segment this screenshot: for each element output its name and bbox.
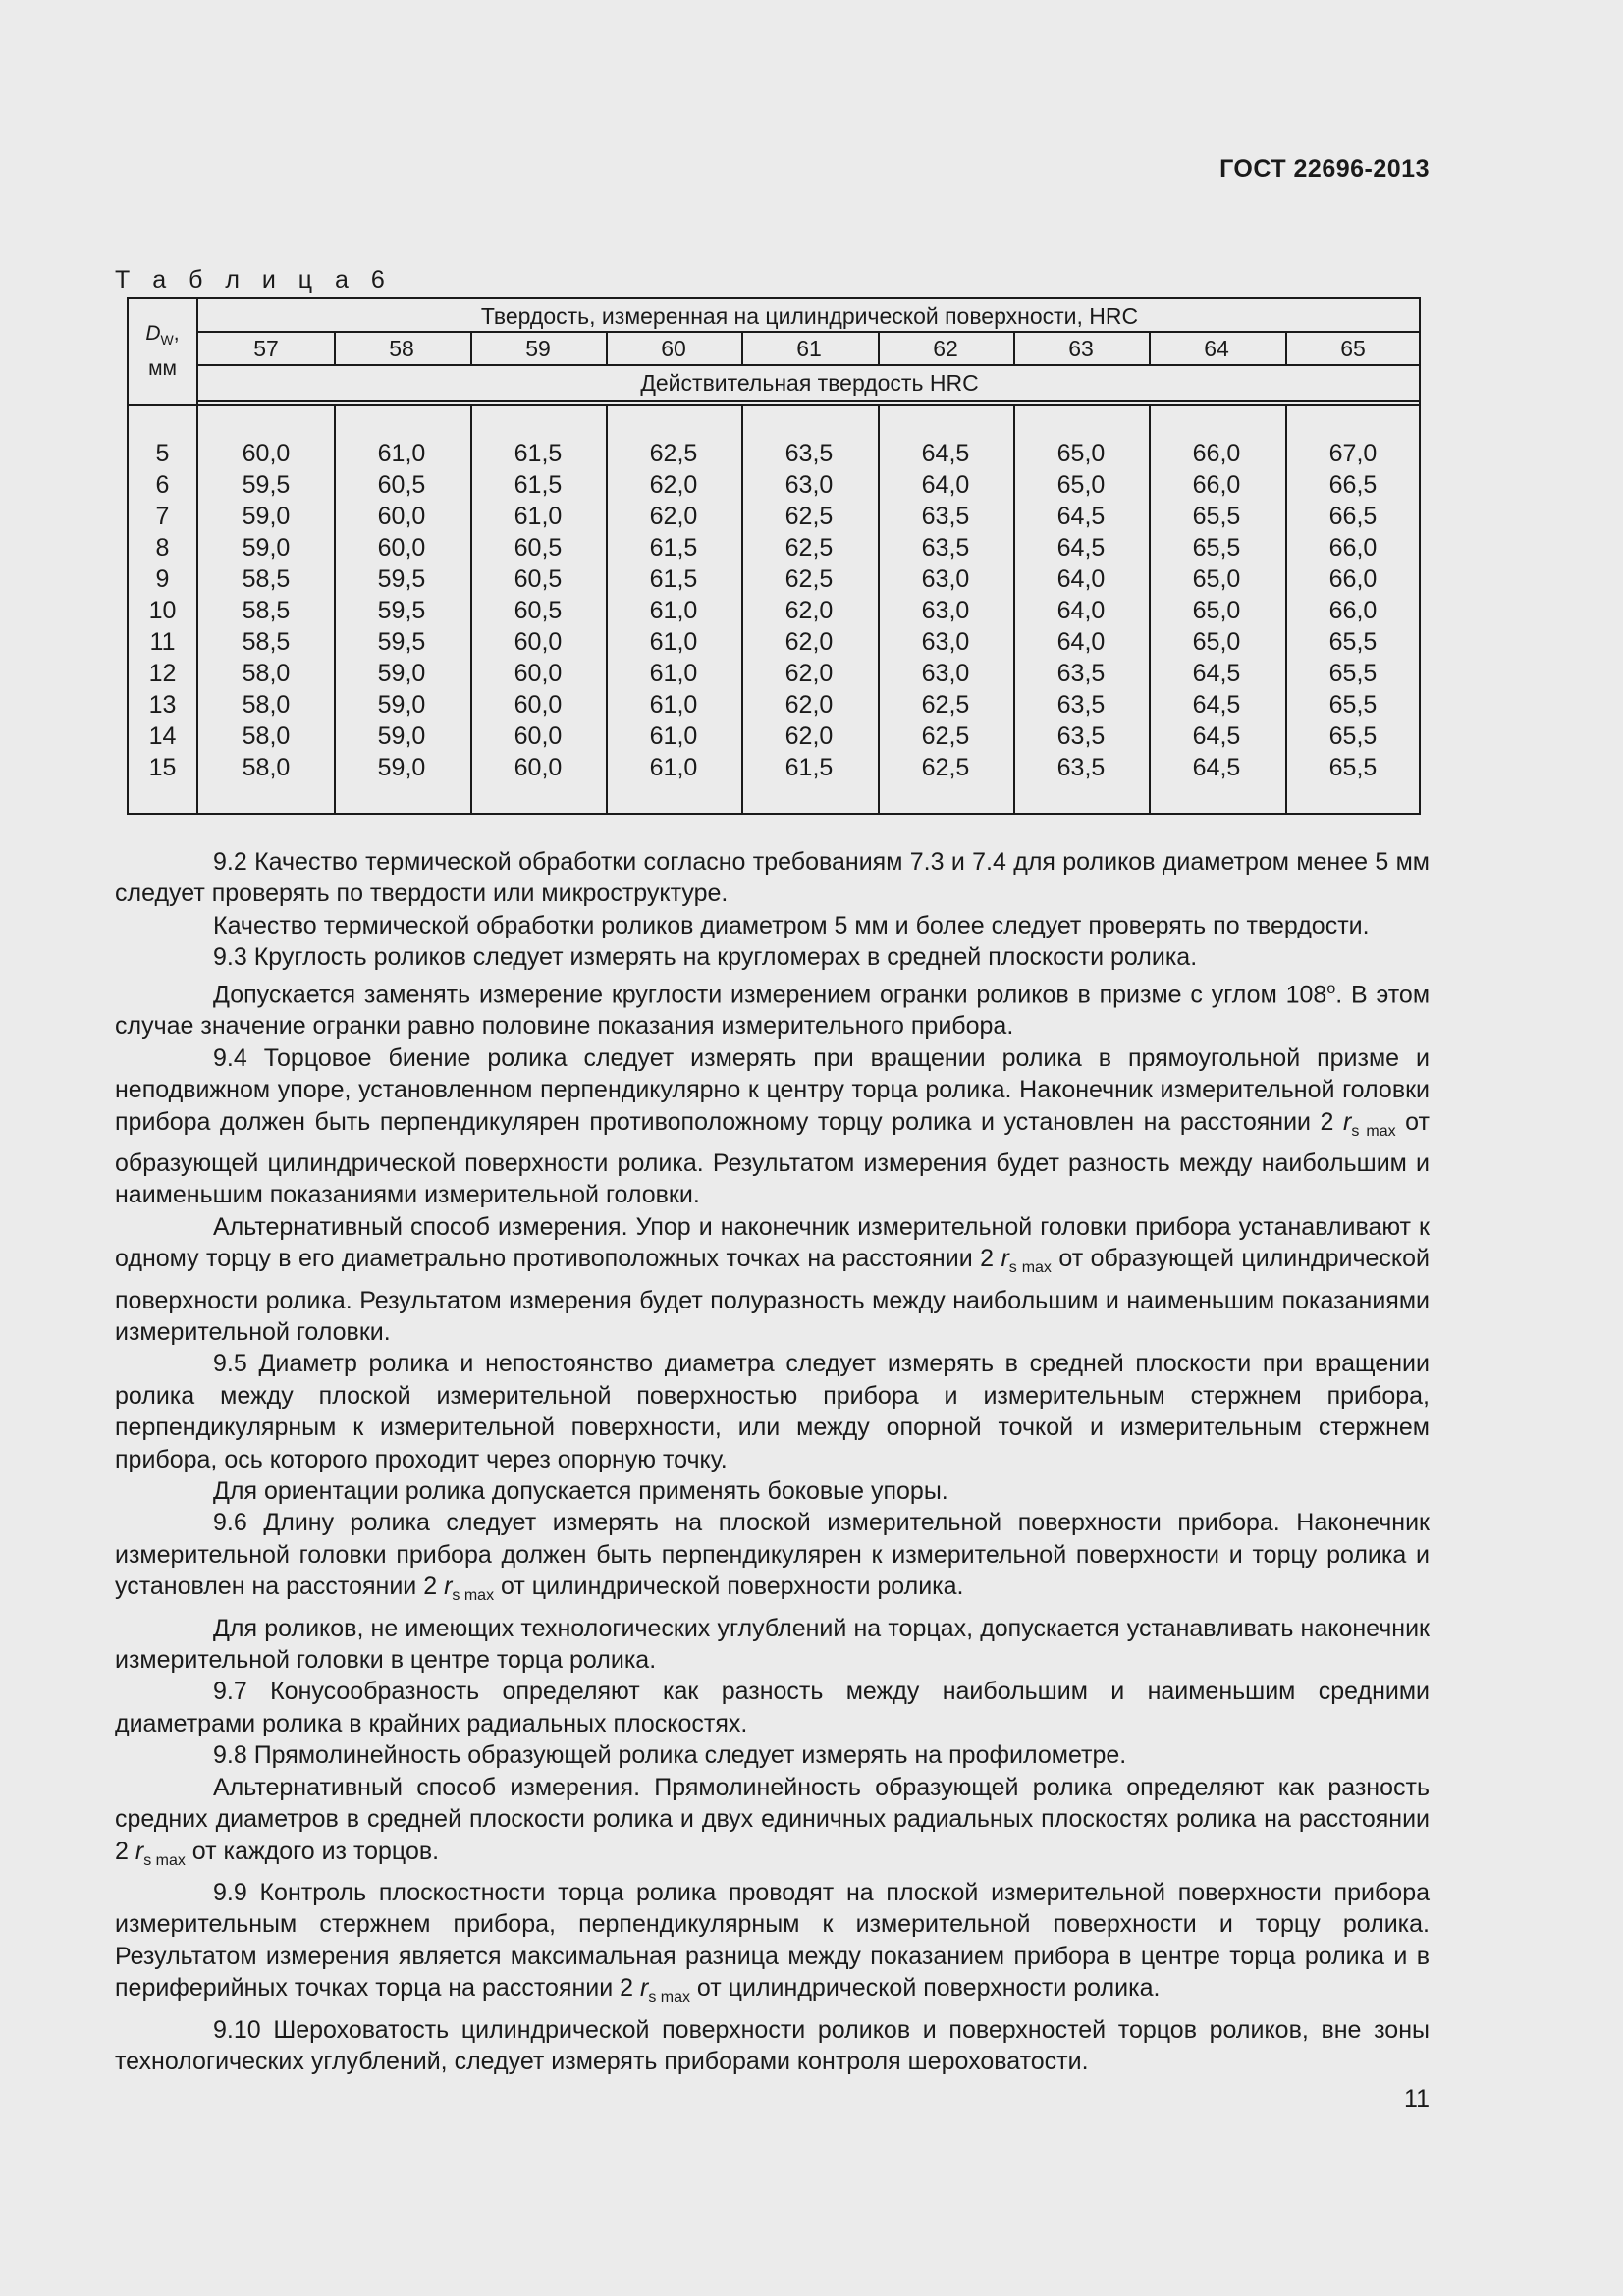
table-cell: 59,0	[242, 534, 291, 561]
row-label: 5	[155, 440, 170, 467]
text-run: от каждого из торцов.	[185, 1837, 440, 1865]
row-label: 8	[155, 534, 170, 561]
text-run: Допускается заменять измерение круглости измерением огранки роликов в призме с углом 108	[213, 980, 1327, 1008]
table-cell: 62,5	[784, 503, 834, 530]
table-cell: 62,5	[921, 754, 970, 781]
text-run: от образующей цилиндрической поверхности ролика. Результатом измерения будет разность между наибольшим и наименьшим показаниями измерительной головки.	[115, 1107, 1430, 1209]
row-header-unit: , мм	[148, 322, 180, 381]
degree-mark: o	[1326, 980, 1336, 997]
hardness-table	[127, 297, 1421, 815]
table-cell: 61,5	[649, 565, 698, 593]
table-cell: 66,5	[1328, 471, 1378, 499]
table-cell: 62,0	[784, 660, 834, 687]
table-cell: 63,5	[1056, 660, 1106, 687]
table-cell: 62,0	[784, 722, 834, 750]
table-cell: 64,5	[1192, 691, 1241, 719]
table-cell: 59,0	[377, 691, 426, 719]
value-column	[741, 438, 877, 783]
table-cell: 63,5	[921, 534, 970, 561]
table-cell: 61,0	[649, 722, 698, 750]
value-column	[334, 438, 469, 783]
table-cell: 65,5	[1328, 691, 1378, 719]
table-cell: 58,5	[242, 565, 291, 593]
table-cell: 62,5	[921, 722, 970, 750]
row-label: 10	[148, 597, 177, 624]
table-cell: 65,5	[1328, 628, 1378, 656]
table-cell: 64,5	[921, 440, 970, 467]
table-cell: 65,0	[1192, 597, 1241, 624]
table-cell: 64,0	[1056, 628, 1106, 656]
table-cell: 65,0	[1056, 440, 1106, 467]
table-cell: 67,0	[1328, 440, 1378, 467]
table-cell: 61,0	[514, 503, 563, 530]
text-run: от образующей цилиндрической поверхности ролика. Результатом измерения будет полуразность между наибольшим и наименьшим показаниями измерительной головки.	[115, 1245, 1431, 1347]
measured-hardness-header: Твердость, измеренная на цилиндрической поверхности, HRC	[480, 303, 1139, 329]
table-cell: 64,5	[1192, 754, 1241, 781]
table-cell: 60,0	[377, 503, 426, 530]
table-cell: 64,5	[1056, 534, 1106, 561]
table-cell: 59,0	[377, 660, 426, 687]
table-cell: 60,0	[514, 628, 563, 656]
radius-symbol: r	[135, 1837, 144, 1865]
radius-symbol: r	[1001, 1245, 1009, 1273]
radius-symbol: r	[444, 1573, 453, 1601]
radius-symbol: r	[639, 1974, 649, 2002]
actual-hardness-header: Действительная твердость HRC	[640, 370, 979, 396]
table-cell: 60,0	[377, 534, 426, 561]
table-cell: 63,5	[784, 440, 834, 467]
paragraph: Для ориентации ролика допускается применять боковые упоры.	[213, 1477, 948, 1506]
column-header: 61	[796, 336, 822, 361]
row-label: 9	[155, 565, 170, 593]
table-cell: 64,0	[1056, 597, 1106, 624]
text-run: Альтернативный способ измерения. Упор и наконечник измерительной головки прибора устанавливают к одному торцу в его диаметрально противоположных точках на расстоянии 2	[115, 1212, 1430, 1273]
value-column	[1013, 438, 1149, 783]
radius-subscript: s max	[452, 1587, 495, 1605]
table-cell: 60,5	[377, 471, 426, 499]
value-column	[470, 438, 606, 783]
table-cell: 63,0	[921, 597, 970, 624]
row-header-sub: W	[160, 332, 174, 348]
table-cell: 60,0	[514, 754, 563, 781]
table-cell: 61,0	[649, 597, 698, 624]
table-cell: 65,0	[1192, 565, 1241, 593]
table-cell: 61,5	[784, 754, 834, 781]
table-cell: 58,0	[242, 691, 291, 719]
table-cell: 59,5	[242, 471, 291, 499]
paragraph: Для роликов, не имеющих технологических углублений на торцах, допускается устанавливать наконечник измерительной головки в центре торца ролика.	[115, 1614, 1430, 1675]
table-cell: 62,0	[784, 628, 834, 656]
table-cell: 62,5	[784, 534, 834, 561]
table-cell: 58,0	[242, 754, 291, 781]
table-cell: 66,0	[1192, 471, 1241, 499]
table-cell: 60,5	[514, 534, 563, 561]
table-cell: 62,5	[649, 440, 698, 467]
standard-code: ГОСТ 22696-2013	[1219, 155, 1430, 183]
table-cell: 63,5	[1056, 722, 1106, 750]
table-cell: 65,5	[1328, 660, 1378, 687]
body-text	[115, 846, 1430, 2077]
table-cell: 59,5	[377, 565, 426, 593]
table-cell: 58,5	[242, 628, 291, 656]
column-header: 62	[933, 336, 958, 361]
table-cell: 64,5	[1192, 660, 1241, 687]
table-cell: 61,5	[514, 440, 563, 467]
row-label: 6	[155, 471, 170, 499]
table-cell: 65,5	[1328, 722, 1378, 750]
row-label: 11	[149, 628, 176, 656]
row-header	[129, 319, 196, 384]
table-cell: 66,0	[1328, 597, 1378, 624]
text-run: . В этом случае значение огранки равно половине показания измерительного прибора.	[115, 980, 1431, 1041]
row-label: 12	[148, 660, 177, 687]
table-cell: 63,5	[1056, 691, 1106, 719]
table-cell: 59,5	[377, 628, 426, 656]
table-caption: Т а б л и ц а 6	[115, 266, 393, 294]
paragraph: 9.7 Конусообразность определяют как разность между наибольшим и наименьшим средними диаметрами ролика в крайних радиальных плоскостях.	[115, 1678, 1430, 1737]
value-column	[606, 438, 741, 783]
table-cell: 60,5	[514, 597, 563, 624]
table-cell: 65,0	[1056, 471, 1106, 499]
table-cell: 61,0	[377, 440, 426, 467]
text-run: 9.4 Торцовое биение ролика следует измерять при вращении ролика в прямоугольной призме и неподвижном упоре, установленном перпендикулярно к центру торца ролика. Наконечник измерительной головки прибора должен быть перпендикулярен противоположному торцу ролика и установлен на расстоянии 2	[115, 1043, 1430, 1136]
table-cell: 66,0	[1192, 440, 1241, 467]
value-column	[878, 438, 1013, 783]
row-label: 7	[155, 503, 170, 530]
paragraph: 9.8 Прямолинейность образующей ролика следует измерять на профилометре.	[213, 1741, 1127, 1770]
table-cell: 63,5	[1056, 754, 1106, 781]
table-cell: 58,0	[242, 660, 291, 687]
column-header: 58	[389, 336, 414, 361]
table-cell: 60,0	[242, 440, 291, 467]
paragraph	[115, 1042, 1430, 1211]
table-cell: 59,5	[377, 597, 426, 624]
table-cell: 61,5	[514, 471, 563, 499]
table-cell: 62,0	[784, 691, 834, 719]
text-run: от цилиндрической поверхности ролика.	[689, 1974, 1161, 2002]
table-cell: 63,5	[921, 503, 970, 530]
table-cell: 61,5	[649, 534, 698, 561]
table-cell: 62,0	[649, 471, 698, 499]
paragraph	[115, 1772, 1430, 1877]
table-cell: 66,0	[1328, 534, 1378, 561]
radius-symbol: r	[1343, 1107, 1352, 1136]
table-cell: 64,0	[1056, 565, 1106, 593]
paragraph	[115, 1877, 1430, 2014]
column-header: 59	[525, 336, 551, 361]
table-cell: 63,0	[784, 471, 834, 499]
table-cell: 65,0	[1192, 628, 1241, 656]
table-cell: 64,5	[1192, 722, 1241, 750]
table-cell: 64,5	[1056, 503, 1106, 530]
table-cell: 65,5	[1328, 754, 1378, 781]
table-cell: 59,0	[242, 503, 291, 530]
radius-subscript: s max	[1351, 1122, 1396, 1140]
table-cell: 60,0	[514, 660, 563, 687]
table-cell: 62,0	[784, 597, 834, 624]
row-label: 15	[148, 754, 177, 781]
radius-subscript: s max	[648, 1989, 690, 2006]
row-label: 14	[148, 722, 177, 750]
row-label: 13	[148, 691, 177, 719]
paragraph: 9.10 Шероховатость цилиндрической поверхности роликов и поверхностей торцов роликов, вне зоны технологических углублений, следует измерять приборами контроля шероховатости.	[115, 2015, 1430, 2075]
text-run: Альтернативный способ измерения. Прямолинейность образующей ролика определяют как разность средних диаметров в средней плоскости ролика и двух единичных радиальных плоскостях ролика на расстоянии 2	[115, 1773, 1430, 1865]
paragraph	[115, 1211, 1430, 1349]
text-run: от цилиндрической поверхности ролика.	[494, 1573, 964, 1601]
table-cell: 63,0	[921, 628, 970, 656]
table-cell: 63,0	[921, 660, 970, 687]
row-header-var: D	[145, 322, 161, 345]
paragraph: 9.3 Круглость роликов следует измерять на кругломерах в средней плоскости ролика.	[213, 943, 1198, 972]
table-cell: 65,5	[1192, 534, 1241, 561]
value-column	[198, 438, 334, 783]
column-header: 65	[1340, 336, 1366, 361]
paragraph	[115, 1507, 1430, 1612]
table-cell: 59,0	[377, 754, 426, 781]
table-cell: 62,0	[649, 503, 698, 530]
table-cell: 58,5	[242, 597, 291, 624]
table-cell: 62,5	[921, 691, 970, 719]
column-header: 63	[1068, 336, 1094, 361]
column-header: 57	[253, 336, 279, 361]
table-cell: 66,0	[1328, 565, 1378, 593]
column-header: 60	[661, 336, 686, 361]
paragraph: 9.2 Качество термической обработки согласно требованиям 7.3 и 7.4 для роликов диаметром менее 5 мм следует проверять по твердости или микроструктуре.	[115, 848, 1430, 908]
table-cell: 61,0	[649, 754, 698, 781]
radius-subscript: s max	[1008, 1259, 1052, 1277]
table-cell: 63,0	[921, 565, 970, 593]
value-column	[1149, 438, 1284, 783]
table-cell: 61,0	[649, 691, 698, 719]
column-header: 64	[1204, 336, 1229, 361]
table-cell: 58,0	[242, 722, 291, 750]
table-cell: 59,0	[377, 722, 426, 750]
text-run: 9.6 Длину ролика следует измерять на плоской измерительной поверхности прибора. Наконечник измерительной головки прибора должен быть перпендикулярен к измерительной поверхности и торцу ролика и установлен на расстоянии 2	[115, 1509, 1430, 1601]
table-cell: 60,0	[514, 691, 563, 719]
text-run: 9.9 Контроль плоскостности торца ролика проводят на плоской измерительной поверхности прибора измерительным стержнем прибора, перпендикулярным к измерительной поверхности и торцу ролика. Результатом измерения является максимальная разница между показанием прибора в центре торца ролика и в периферийных точках торца на расстоянии 2	[115, 1878, 1430, 2002]
paragraph	[115, 974, 1430, 1042]
table-cell: 60,5	[514, 565, 563, 593]
table-cell: 65,5	[1192, 503, 1241, 530]
table-cell: 62,5	[784, 565, 834, 593]
table-cell: 61,0	[649, 628, 698, 656]
table-cell: 66,5	[1328, 503, 1378, 530]
table-cell: 64,0	[921, 471, 970, 499]
paragraph: 9.5 Диаметр ролика и непостоянство диаметра следует измерять в средней плоскости при вращении ролика между плоской измерительной поверхностью прибора и измерительным стержнем прибора, перпендикулярным к измерительной поверхности, или между опорной точкой и измерительным стержнем прибора, ось которого проходит через опорную точку.	[115, 1350, 1430, 1473]
page-number: 11	[1404, 2085, 1430, 2112]
radius-subscript: s max	[143, 1851, 186, 1869]
paragraph: Качество термической обработки роликов диаметром 5 мм и более следует проверять по твердости.	[213, 911, 1370, 939]
diameter-column	[129, 438, 196, 783]
table-cell: 60,0	[514, 722, 563, 750]
value-column	[1285, 438, 1421, 783]
table-cell: 61,0	[649, 660, 698, 687]
